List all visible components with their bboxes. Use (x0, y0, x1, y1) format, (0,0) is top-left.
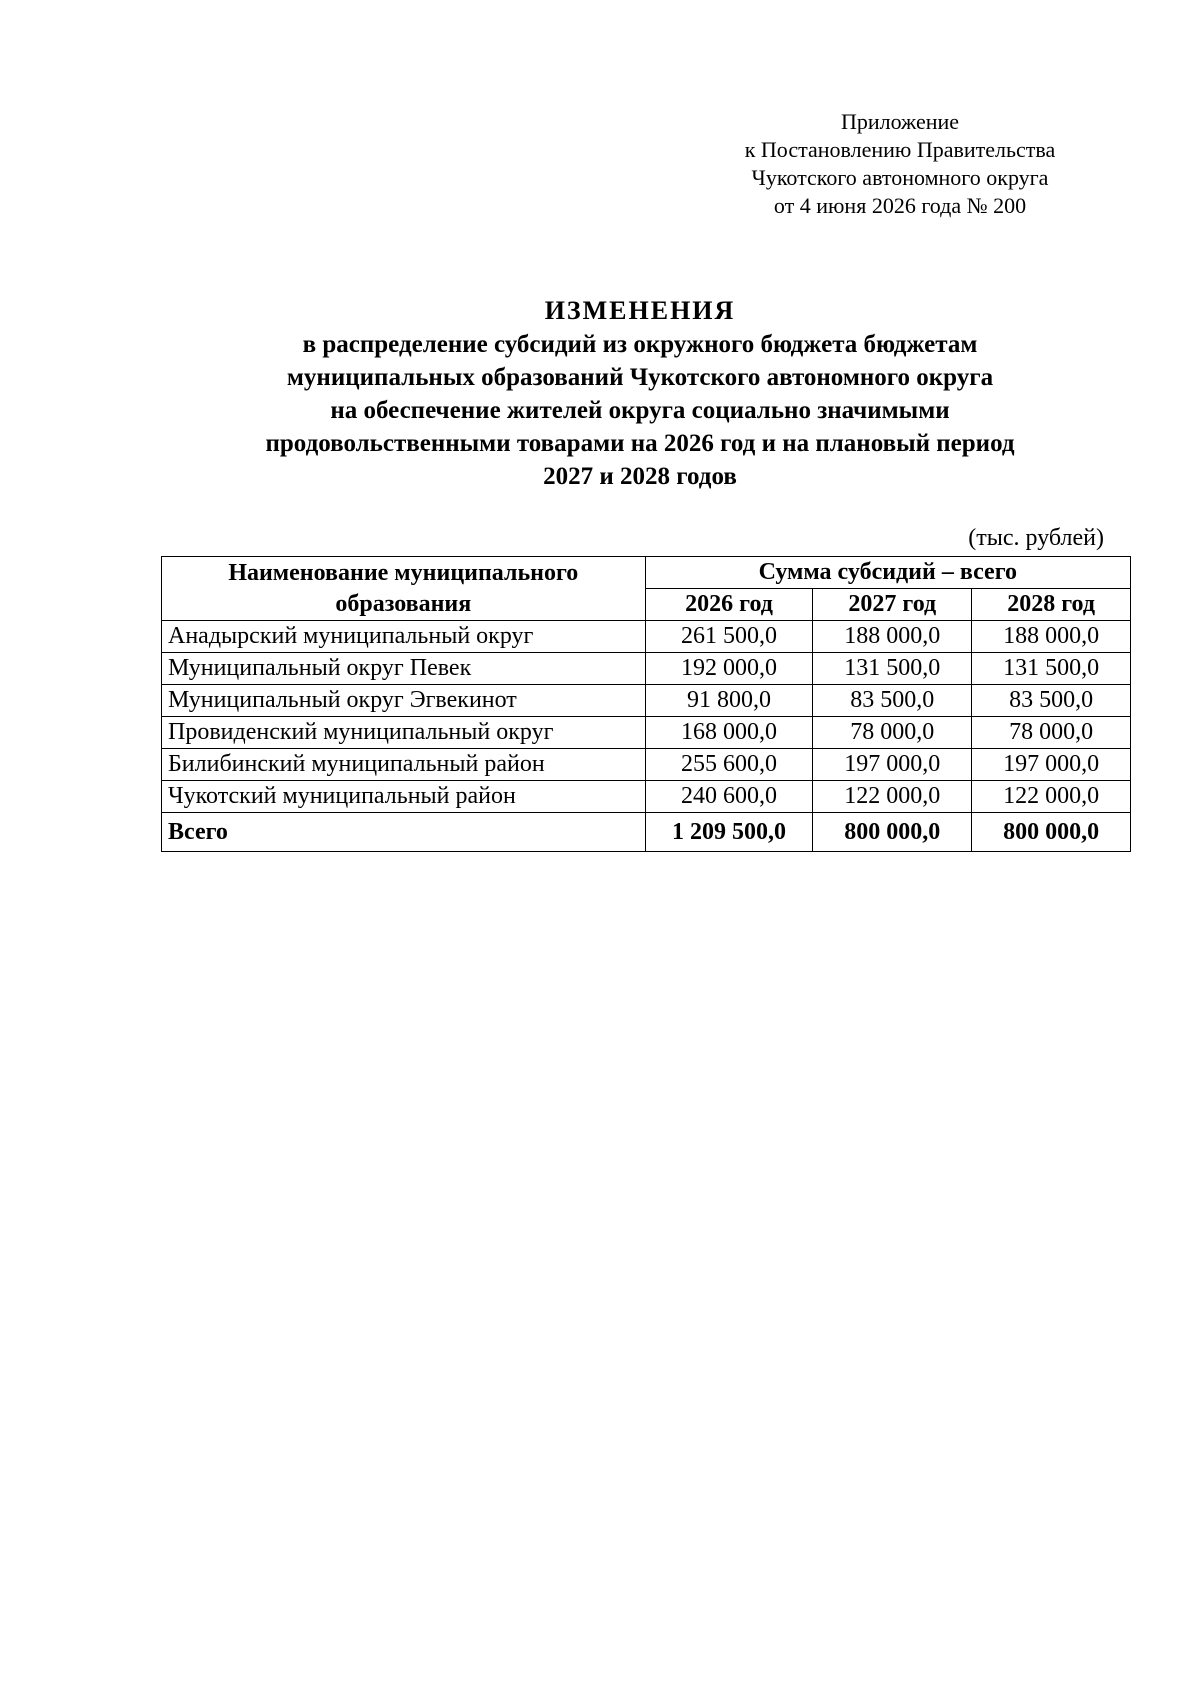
header-municipality-line: Наименование муниципального (228, 559, 579, 586)
value-cell: 255 600,0 (645, 749, 813, 781)
units-label: (тыс. рублей) (968, 525, 1104, 551)
title-main: ИЗМЕНЕНИЯ (544, 296, 736, 325)
title-line: в распределение субсидий из окружного бюджета бюджетам (302, 331, 978, 358)
header-municipality-line: образования (335, 590, 472, 617)
value-cell: 188 000,0 (972, 621, 1131, 653)
value-cell: 131 500,0 (972, 653, 1131, 685)
value-cell: 168 000,0 (645, 717, 813, 749)
value-cell: 197 000,0 (972, 749, 1131, 781)
title-line: продовольственными товарами на 2026 год и на плановый период (265, 430, 1015, 457)
total-value: 800 000,0 (972, 813, 1131, 852)
annex-line: Приложение (840, 109, 960, 134)
table-row (162, 653, 1131, 685)
annex-header (720, 108, 1080, 220)
total-value: 800 000,0 (813, 813, 972, 852)
value-cell: 122 000,0 (813, 781, 972, 813)
municipality-name: Муниципальный округ Эгвекинот (162, 685, 646, 717)
annex-line: Чукотского автономного округа (751, 165, 1049, 190)
header-year: 2027 год (813, 589, 972, 621)
header-year: 2028 год (972, 589, 1131, 621)
subsidy-table (161, 556, 1131, 852)
annex-line: от 4 июня 2026 года № 200 (773, 193, 1027, 218)
table-header-row (162, 557, 1131, 589)
value-cell: 188 000,0 (813, 621, 972, 653)
header-year: 2026 год (645, 589, 813, 621)
table-row (162, 685, 1131, 717)
header-municipality (162, 557, 646, 621)
value-cell: 78 000,0 (972, 717, 1131, 749)
municipality-name: Билибинский муниципальный район (162, 749, 646, 781)
value-cell: 192 000,0 (645, 653, 813, 685)
value-cell: 83 500,0 (813, 685, 972, 717)
municipality-name: Чукотский муниципальный район (162, 781, 646, 813)
value-cell: 122 000,0 (972, 781, 1131, 813)
value-cell: 197 000,0 (813, 749, 972, 781)
document-title (150, 294, 1130, 493)
table-row (162, 717, 1131, 749)
table-row (162, 781, 1131, 813)
annex-line: к Постановлению Правительства (744, 137, 1056, 162)
title-line: 2027 и 2028 годов (543, 463, 737, 490)
table-total-row (162, 813, 1131, 852)
value-cell: 91 800,0 (645, 685, 813, 717)
table-row (162, 749, 1131, 781)
value-cell: 261 500,0 (645, 621, 813, 653)
value-cell: 83 500,0 (972, 685, 1131, 717)
value-cell: 240 600,0 (645, 781, 813, 813)
title-subtitle (150, 328, 1130, 493)
municipality-name: Анадырский муниципальный округ (162, 621, 646, 653)
table-row (162, 621, 1131, 653)
municipality-name: Провиденский муниципальный округ (162, 717, 646, 749)
title-line: муниципальных образований Чукотского автономного округа (286, 364, 994, 391)
municipality-name: Муниципальный округ Певек (162, 653, 646, 685)
value-cell: 78 000,0 (813, 717, 972, 749)
title-line: на обеспечение жителей округа социально значимыми (330, 397, 950, 424)
value-cell: 131 500,0 (813, 653, 972, 685)
total-label: Всего (162, 813, 646, 852)
total-value: 1 209 500,0 (645, 813, 813, 852)
header-subsidy-total: Сумма субсидий – всего (645, 557, 1130, 589)
